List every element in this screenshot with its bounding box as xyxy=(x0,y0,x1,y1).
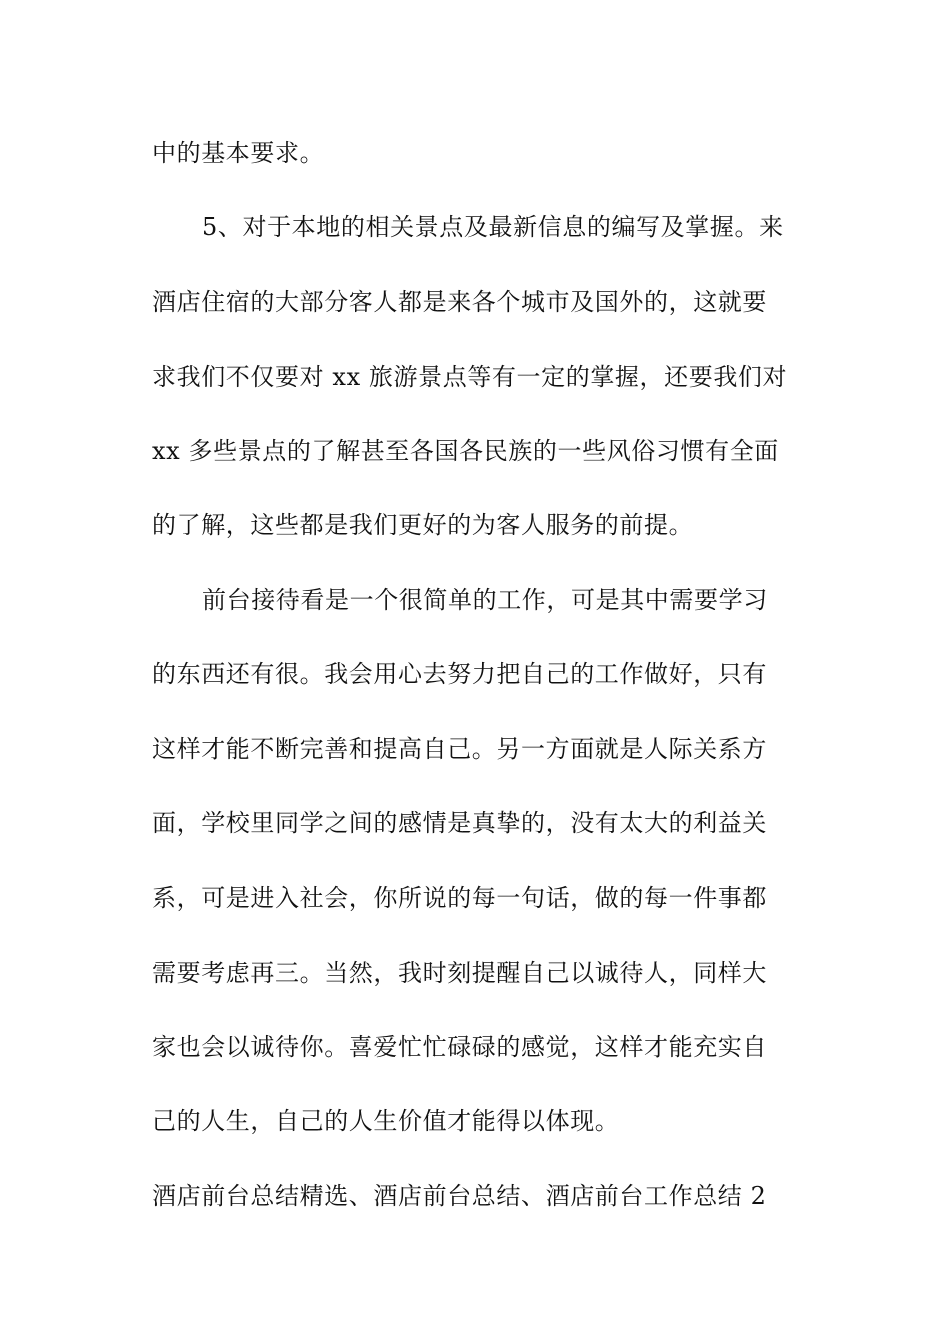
text-line-11: 系，可是进入社会，你所说的每一句话，做的每一件事都 xyxy=(152,884,767,912)
text-line-5: xx 多些景点的了解甚至各国各民族的一些风俗习惯有全面 xyxy=(152,437,779,465)
text-line-10: 面，学校里同学之间的感情是真挚的，没有太大的利益关 xyxy=(152,809,767,837)
text-line-13: 家也会以诚待你。喜爱忙忙碌碌的感觉，这样才能充实自 xyxy=(152,1033,767,1061)
text-line-15: 酒店前台总结精选、酒店前台总结、酒店前台工作总结 2 xyxy=(152,1182,767,1210)
text-line-12: 需要考虑再三。当然，我时刻提醒自己以诚待人，同样大 xyxy=(152,959,767,987)
text-line-6: 的了解，这些都是我们更好的为客人服务的前提。 xyxy=(152,511,694,539)
text-line-7: 前台接待看是一个很简单的工作，可是其中需要学习 xyxy=(202,586,768,614)
text-line-9: 这样才能不断完善和提高自己。另一方面就是人际关系方 xyxy=(152,735,767,763)
text-line-3: 酒店住宿的大部分客人都是来各个城市及国外的，这就要 xyxy=(152,288,767,316)
text-line-4: 求我们不仅要对 xx 旅游景点等有一定的掌握，还要我们对 xyxy=(152,363,788,391)
text-line-8: 的东西还有很。我会用心去努力把自己的工作做好，只有 xyxy=(152,660,767,688)
text-line-2: 5、对于本地的相关景点及最新信息的编写及掌握。来 xyxy=(202,213,784,241)
text-line-14: 己的人生，自己的人生价值才能得以体现。 xyxy=(152,1107,620,1135)
text-line-1: 中的基本要求。 xyxy=(152,139,325,167)
